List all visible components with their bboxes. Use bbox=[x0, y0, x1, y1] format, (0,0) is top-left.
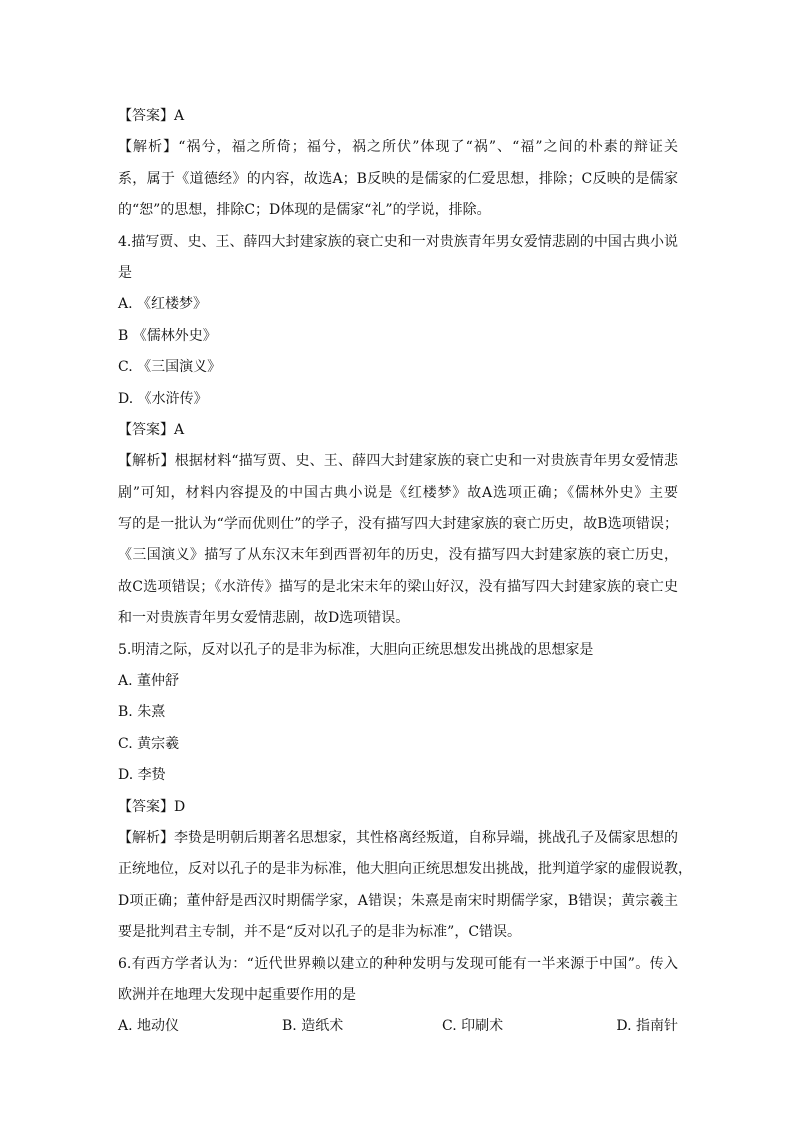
analysis-line: 故C选项错误；《水浒传》描写的是北宋末年的梁山好汉，没有描写四大封建家族的衰亡史 bbox=[118, 578, 678, 595]
option-line: C. 黄宗羲 bbox=[118, 735, 180, 752]
option-line: A. 《红楼梦》 bbox=[118, 296, 208, 313]
analysis-line: 剧”可知，材料内容提及的中国古典小说是《红楼梦》故A选项正确；《儒林外史》主要 bbox=[118, 484, 678, 501]
option-line: D. 《水浒传》 bbox=[118, 390, 208, 407]
analysis-line: 【解析】根据材料“描写贾、史、王、薛四大封建家族的衰亡史和一对贵族青年男女爱情悲 bbox=[118, 453, 678, 470]
q6-option: C. 印刷术 bbox=[442, 1018, 504, 1035]
analysis-line: 要是批判君主专制，并不是“反对以孔子的是非为标准”，C错误。 bbox=[118, 924, 522, 941]
option-line: A. 董仲舒 bbox=[118, 673, 180, 690]
question-line: 4.描写贾、史、王、薛四大封建家族的衰亡史和一对贵族青年男女爱情悲剧的中国古典小说 bbox=[118, 233, 678, 250]
option-line: C. 《三国演义》 bbox=[118, 359, 222, 376]
question-line: 6.有西方学者认为：“近代世界赖以建立的种种发明与发现可能有一半来源于中国”。传入 bbox=[118, 955, 678, 972]
analysis-line: D项正确；董仲舒是西汉时期儒学家，A错误；朱熹是南宋时期儒学家，B错误；黄宗羲主 bbox=[118, 892, 678, 909]
answer-line: 【答案】A bbox=[118, 421, 185, 438]
analysis-line: 系，属于《道德经》的内容，故选A；B反映的是儒家的仁爱思想，排除；C反映的是儒家 bbox=[118, 170, 678, 187]
option-line: B. 朱熹 bbox=[118, 704, 166, 721]
question-line: 5.明清之际，反对以孔子的是非为标准，大胆向正统思想发出挑战的思想家是 bbox=[118, 641, 594, 658]
q6-options-row bbox=[118, 1011, 678, 1042]
analysis-line: 【解析】李贽是明朝后期著名思想家，其性格离经叛道，自称异端，挑战孔子及儒家思想的 bbox=[118, 829, 678, 846]
q6-option: A. 地动仪 bbox=[118, 1018, 180, 1035]
analysis-line: 正统地位，反对以孔子的是非为标准，他大胆向正统思想发出挑战，批判道学家的虚假说教， bbox=[118, 861, 692, 878]
answer-line: 【答案】A bbox=[118, 108, 185, 124]
q6-option: D. 指南针 bbox=[616, 1018, 678, 1035]
analysis-line: 和一对贵族青年男女爱情悲剧，故D选项错误。 bbox=[118, 610, 410, 627]
option-line: B 《儒林外史》 bbox=[118, 327, 217, 344]
q6-option: B. 造纸术 bbox=[282, 1018, 344, 1035]
question-line: 欧洲并在地理大发现中起重要作用的是 bbox=[118, 986, 356, 1003]
analysis-line: 【解析】“祸兮，福之所倚；福兮，祸之所伏”体现了“祸”、“福”之间的朴素的辩证关 bbox=[118, 139, 678, 156]
exam-page bbox=[118, 101, 692, 1043]
analysis-line: 写的是一批认为“学而优则仕”的学子，没有描写四大封建家族的衰亡历史，故B选项错误； bbox=[118, 516, 678, 533]
option-line: D. 李贽 bbox=[118, 767, 166, 784]
answer-line: 【答案】D bbox=[118, 798, 186, 815]
analysis-line: 的“恕”的思想，排除C；D体现的是儒家“礼”的学说，排除。 bbox=[118, 202, 491, 219]
question-line: 是 bbox=[118, 264, 132, 281]
analysis-line: 《三国演义》描写了从东汉末年到西晋初年的历史，没有描写四大封建家族的衰亡历史， bbox=[118, 547, 678, 564]
